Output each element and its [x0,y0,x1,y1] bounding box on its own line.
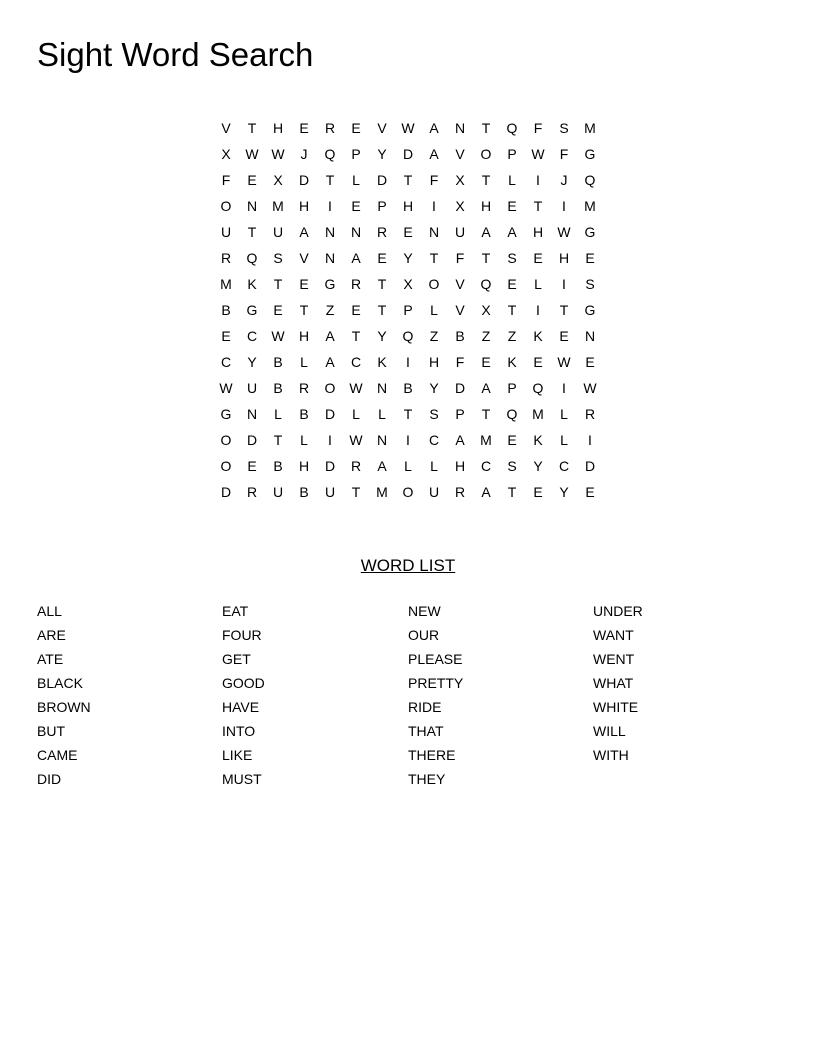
grid-letter: O [428,276,440,292]
grid-letter: O [220,198,232,214]
grid-letter: E [585,250,595,266]
grid-letter: T [481,172,491,188]
grid-letter: N [584,328,596,344]
grid-letter: E [533,354,543,370]
grid-letter: N [376,380,388,396]
grid-letter: E [273,302,283,318]
grid-letter: A [429,146,439,162]
grid-letter: N [376,432,388,448]
grid-letter: N [246,198,258,214]
word-list-item: WILL [593,723,626,739]
grid-letter: R [584,406,596,422]
grid-letter: E [559,328,569,344]
grid-letter: T [507,484,517,500]
grid-letter: A [325,328,335,344]
grid-letter: K [507,354,517,370]
grid-letter: Q [506,120,518,136]
word-list-column [593,599,773,767]
grid-letter: E [585,484,595,500]
grid-letter: W [583,380,597,396]
grid-letter: Y [247,354,257,370]
grid-letter: T [507,302,517,318]
grid-row [213,401,603,427]
grid-letter: V [455,146,465,162]
word-list-item: ARE [37,627,66,643]
word-list-item: INTO [222,723,256,739]
grid-letter: D [298,172,310,188]
word-list-item: WENT [593,651,635,667]
grid-letter: T [325,172,335,188]
word-list-item: GET [222,651,251,667]
grid-letter: I [562,276,566,292]
grid-letter: B [299,484,309,500]
grid-letter: N [350,224,362,240]
grid-letter: S [429,406,439,422]
grid-letter: F [455,354,465,370]
grid-letter: X [455,172,465,188]
word-list-item: BUT [37,723,65,739]
grid-letter: F [429,172,439,188]
grid-letter: R [376,224,388,240]
grid-row [213,193,603,219]
grid-letter: L [404,458,412,474]
grid-letter: D [584,458,596,474]
grid-letter: J [560,172,568,188]
grid-letter: E [507,432,517,448]
grid-letter: M [532,406,544,422]
grid-letter: T [273,432,283,448]
grid-letter: L [352,406,360,422]
grid-letter: L [274,406,282,422]
word-list [37,599,779,799]
grid-letter: C [480,458,492,474]
grid-letter: C [350,354,362,370]
grid-letter: L [378,406,386,422]
grid-letter: T [247,224,257,240]
grid-letter: Y [559,484,569,500]
grid-letter: T [351,484,361,500]
grid-letter: T [377,302,387,318]
grid-letter: F [221,172,231,188]
grid-letter: H [454,458,466,474]
grid-letter: E [507,276,517,292]
grid-letter: L [560,432,568,448]
grid-letter: F [559,146,569,162]
grid-letter: W [349,432,363,448]
grid-letter: C [220,354,232,370]
grid-letter: B [403,380,413,396]
grid-row [213,219,603,245]
grid-letter: A [299,224,309,240]
grid-letter: L [430,302,438,318]
word-list-item: THERE [408,747,456,763]
grid-letter: A [455,432,465,448]
grid-letter: N [324,224,336,240]
grid-row [213,271,603,297]
grid-letter: V [377,120,387,136]
grid-letter: U [324,484,336,500]
grid-letter: E [403,224,413,240]
grid-letter: H [298,328,310,344]
grid-letter: W [349,380,363,396]
grid-row [213,245,603,271]
grid-letter: I [562,380,566,396]
word-list-item: ALL [37,603,62,619]
word-list-column [37,599,217,791]
grid-letter: R [350,276,362,292]
grid-letter: O [402,484,414,500]
grid-letter: M [272,198,284,214]
grid-letter: H [480,198,492,214]
grid-row [213,427,603,453]
word-list-item: NEW [408,603,441,619]
grid-letter: P [507,146,517,162]
grid-letter: E [299,276,309,292]
page-title: Sight Word Search [37,36,314,73]
grid-letter: L [508,172,516,188]
grid-letter: G [220,406,232,422]
word-list-item: CAME [37,747,78,763]
grid-letter: L [300,432,308,448]
grid-row [213,349,603,375]
grid-letter: R [350,458,362,474]
grid-letter: D [324,406,336,422]
grid-row [213,115,603,141]
grid-letter: E [221,328,231,344]
grid-letter: L [430,458,438,474]
grid-letter: V [221,120,231,136]
grid-letter: P [403,302,413,318]
grid-letter: H [558,250,570,266]
grid-letter: X [481,302,491,318]
grid-letter: Z [325,302,335,318]
grid-letter: U [272,484,284,500]
grid-letter: T [247,120,257,136]
grid-letter: A [481,224,491,240]
word-list-item: WHITE [593,699,639,715]
grid-letter: V [299,250,309,266]
grid-letter: L [352,172,360,188]
grid-letter: M [220,276,232,292]
grid-letter: N [324,250,336,266]
grid-letter: M [376,484,388,500]
grid-letter: L [300,354,308,370]
grid-letter: Z [507,328,517,344]
word-list-item: BLACK [37,675,83,691]
word-list-item: PLEASE [408,651,463,667]
grid-letter: N [428,224,440,240]
word-list-item: WHAT [593,675,634,691]
grid-letter: A [481,380,491,396]
grid-letter: E [247,172,257,188]
word-list-item: OUR [408,627,440,643]
word-list-item: LIKE [222,747,253,763]
grid-letter: L [534,276,542,292]
grid-letter: R [454,484,466,500]
grid-letter: A [351,250,361,266]
grid-letter: T [351,328,361,344]
grid-letter: R [220,250,232,266]
grid-letter: F [533,120,543,136]
grid-letter: B [273,354,283,370]
grid-letter: X [455,198,465,214]
word-list-item: GOOD [222,675,265,691]
grid-letter: G [584,302,596,318]
grid-letter: I [562,198,566,214]
grid-letter: N [454,120,466,136]
grid-letter: Q [584,172,596,188]
grid-letter: K [377,354,387,370]
grid-letter: Q [324,146,336,162]
word-list-item: WITH [593,747,629,763]
grid-letter: T [403,172,413,188]
grid-letter: C [558,458,570,474]
grid-letter: Z [481,328,491,344]
grid-letter: L [560,406,568,422]
grid-letter: O [220,432,232,448]
word-list-item: THAT [408,723,444,739]
word-list-item: ATE [37,651,64,667]
grid-letter: I [328,198,332,214]
grid-letter: E [351,120,361,136]
grid-letter: G [584,146,596,162]
grid-letter: W [271,146,285,162]
grid-letter: T [377,276,387,292]
grid-letter: P [377,198,387,214]
grid-letter: N [246,406,258,422]
letter-grid [213,115,603,505]
grid-letter: V [455,276,465,292]
word-list-column [222,599,402,791]
grid-letter: A [507,224,517,240]
grid-letter: K [533,328,543,344]
word-list-item: PRETTY [408,675,464,691]
word-list-item: FOUR [222,627,262,643]
grid-row [213,479,603,505]
grid-row [213,297,603,323]
grid-letter: E [247,458,257,474]
grid-letter: E [533,250,543,266]
grid-letter: D [454,380,466,396]
grid-letter: F [455,250,465,266]
grid-letter: T [481,406,491,422]
grid-letter: H [272,120,284,136]
grid-letter: S [273,250,283,266]
grid-letter: W [245,146,259,162]
grid-letter: M [584,198,596,214]
grid-letter: W [531,146,545,162]
grid-letter: M [584,120,596,136]
grid-letter: J [300,146,308,162]
grid-letter: D [246,432,258,448]
grid-letter: B [221,302,231,318]
grid-letter: E [533,484,543,500]
grid-letter: S [507,250,517,266]
grid-letter: B [299,406,309,422]
grid-letter: U [272,224,284,240]
grid-letter: D [220,484,232,500]
grid-letter: T [481,250,491,266]
grid-letter: E [377,250,387,266]
word-list-item: MUST [222,771,262,787]
word-list-item: EAT [222,603,249,619]
word-list-item: DID [37,771,62,787]
grid-letter: I [588,432,592,448]
grid-letter: B [273,458,283,474]
grid-letter: O [220,458,232,474]
grid-row [213,375,603,401]
grid-letter: V [455,302,465,318]
grid-letter: Q [506,406,518,422]
word-list-item: RIDE [408,699,442,715]
grid-letter: Q [246,250,258,266]
grid-letter: P [507,380,517,396]
grid-letter: R [246,484,258,500]
grid-letter: P [351,146,361,162]
grid-letter: A [429,120,439,136]
grid-letter: I [536,302,540,318]
grid-letter: H [428,354,440,370]
grid-letter: D [324,458,336,474]
grid-letter: Q [402,328,414,344]
grid-letter: W [219,380,233,396]
grid-letter: A [377,458,387,474]
grid-letter: U [220,224,232,240]
grid-row [213,453,603,479]
grid-letter: E [481,354,491,370]
grid-letter: E [299,120,309,136]
grid-letter: I [406,354,410,370]
grid-letter: U [246,380,258,396]
grid-letter: T [429,250,439,266]
word-list-item: HAVE [222,699,260,715]
grid-letter: Q [480,276,492,292]
grid-letter: Y [377,146,387,162]
grid-letter: G [246,302,258,318]
grid-letter: H [298,458,310,474]
grid-letter: C [246,328,258,344]
grid-letter: Y [403,250,413,266]
grid-letter: O [480,146,492,162]
grid-letter: Z [429,328,439,344]
grid-row [213,323,603,349]
grid-letter: W [271,328,285,344]
grid-letter: R [324,120,336,136]
grid-letter: H [298,198,310,214]
grid-letter: S [585,276,595,292]
grid-letter: W [401,120,415,136]
grid-letter: I [406,432,410,448]
grid-letter: T [559,302,569,318]
grid-letter: X [273,172,283,188]
grid-letter: I [432,198,436,214]
grid-letter: D [376,172,388,188]
grid-letter: B [455,328,465,344]
grid-letter: Y [429,380,439,396]
grid-row [213,141,603,167]
word-list-item: WANT [593,627,634,643]
grid-letter: E [351,198,361,214]
grid-letter: S [559,120,569,136]
grid-letter: S [507,458,517,474]
grid-letter: T [403,406,413,422]
grid-letter: K [533,432,543,448]
grid-letter: R [298,380,310,396]
grid-letter: D [402,146,414,162]
grid-letter: W [557,224,571,240]
grid-letter: A [481,484,491,500]
grid-letter: Y [377,328,387,344]
grid-letter: T [273,276,283,292]
grid-letter: T [299,302,309,318]
grid-letter: T [481,120,491,136]
grid-letter: W [557,354,571,370]
word-list-item: THEY [408,771,446,787]
grid-letter: O [324,380,336,396]
grid-letter: B [273,380,283,396]
grid-letter: Q [532,380,544,396]
grid-letter: E [351,302,361,318]
grid-letter: I [328,432,332,448]
grid-letter: A [325,354,335,370]
word-list-column [408,599,588,791]
grid-letter: G [324,276,336,292]
grid-letter: I [536,172,540,188]
word-list-item: BROWN [37,699,91,715]
grid-letter: X [221,146,231,162]
grid-letter: U [454,224,466,240]
word-list-heading: WORD LIST [360,556,456,575]
grid-letter: P [455,406,465,422]
grid-letter: T [533,198,543,214]
grid-letter: C [428,432,440,448]
grid-row [213,167,603,193]
grid-letter: H [402,198,414,214]
grid-letter: M [480,432,492,448]
grid-letter: U [428,484,440,500]
grid-letter: K [247,276,257,292]
grid-letter: G [584,224,596,240]
grid-letter: X [403,276,413,292]
word-list-item: UNDER [593,603,643,619]
grid-letter: Y [533,458,543,474]
grid-letter: H [532,224,544,240]
grid-letter: E [507,198,517,214]
grid-letter: E [585,354,595,370]
